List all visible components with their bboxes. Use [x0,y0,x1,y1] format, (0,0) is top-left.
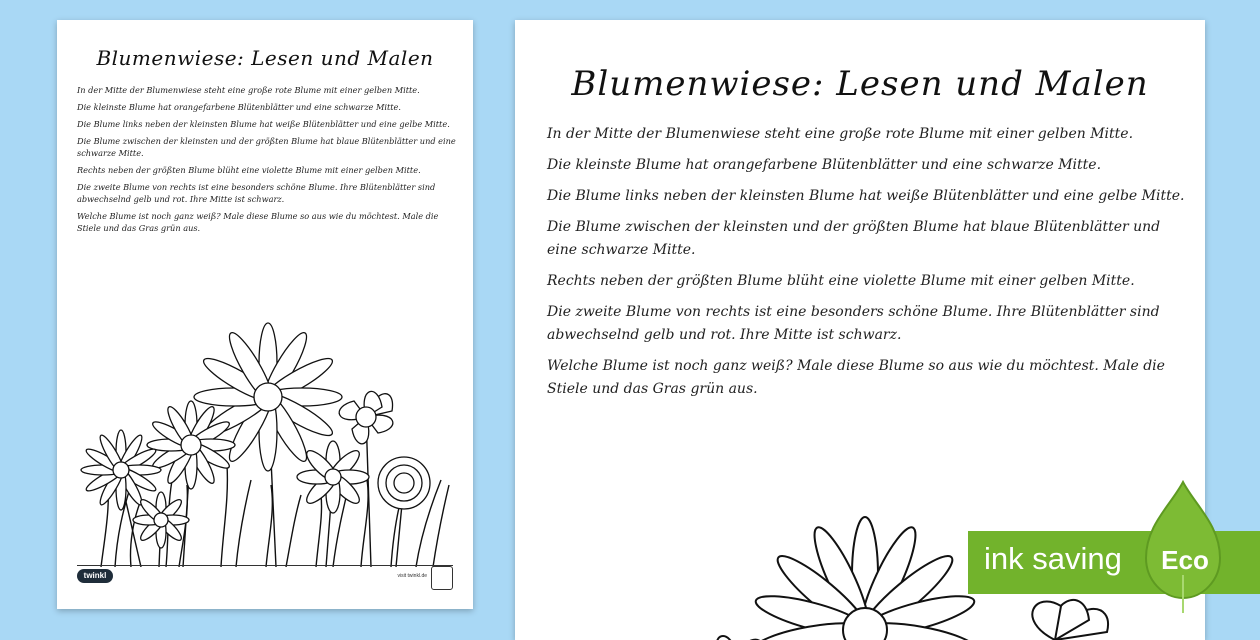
eco-label: Eco [1161,545,1209,575]
paragraph: Die kleinste Blume hat orangefarbene Blütenblätter und eine schwarze Mitte. [547,157,1102,173]
paragraph: Rechts neben der größten Blume blüht eine violette Blume mit einer gelben Mitte. [547,273,1135,289]
paragraph: In der Mitte der Blumenwiese steht eine große rote Blume mit einer gelben Mitte. [77,85,420,95]
paragraph: Die kleinste Blume hat orangefarbene Blütenblätter und eine schwarze Mitte. [77,102,402,112]
worksheet-text [547,123,1187,409]
paragraph: Die Blume links neben der kleinsten Blume hat weiße Blütenblätter und eine gelbe Mitte. [547,188,1185,204]
paragraph: Die Blume zwischen der kleinsten und der größten Blume hat blaue Blütenblätter und eine schwarze Mitte. [547,219,1161,258]
worksheet-text-small [77,84,462,239]
ink-saving-text: ink saving [984,541,1122,576]
paragraph: In der Mitte der Blumenwiese steht eine große rote Blume mit einer gelben Mitte. [547,126,1134,142]
twinkl-logo-icon: twinkl [77,569,113,583]
flower-illustration [71,305,461,567]
paragraph: Die Blume zwischen der kleinsten und der größten Blume hat blaue Blütenblätter und eine schwarze Mitte. [77,136,456,158]
paragraph: Welche Blume ist noch ganz weiß? Male diese Blume so aus wie du möchtest. Male die Stiele und das Gras grün aus. [77,211,439,233]
footer-url: visit twinkl.de [397,573,427,579]
paragraph: Die zweite Blume von rechts ist eine besonders schöne Blume. Ihre Blütenblätter sind abwechselnd gelb und rot. Ihre Mitte ist schwarz. [77,182,436,204]
paragraph: Die Blume links neben der kleinsten Blume hat weiße Blütenblätter und eine gelbe Mitte. [77,119,450,129]
paragraph: Welche Blume ist noch ganz weiß? Male diese Blume so aus wie du möchtest. Male die Stiele und das Gras grün aus. [547,358,1165,397]
paragraph: Die zweite Blume von rechts ist eine besonders schöne Blume. Ihre Blütenblätter sind abwechselnd gelb und rot. Ihre Mitte ist schwarz. [547,304,1160,343]
worksheet-title: Blumenwiese: Lesen und Malen [571,64,1149,104]
worksheet-thumbnail [57,20,473,609]
footer-badge-icon [431,566,453,590]
footer-divider [77,565,453,566]
paragraph: Rechts neben der größten Blume blüht eine violette Blume mit einer gelben Mitte. [77,165,421,175]
worksheet-title-small: Blumenwiese: Lesen und Malen [96,46,434,70]
